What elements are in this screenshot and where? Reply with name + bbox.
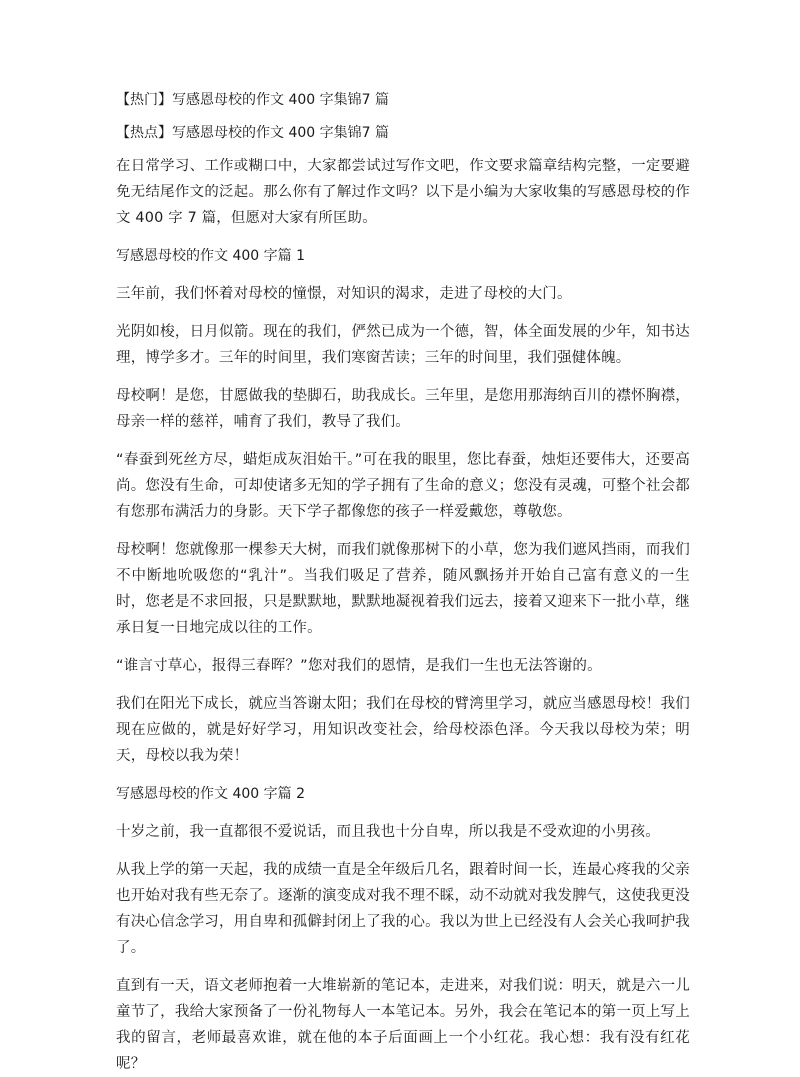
section-1-paragraph: 母校啊！是您，甘愿做我的垫脚石，助我成长。三年里，是您用那海纳百川的襟怀胸襟，母亲一样的慈祥，哺育了我们，教导了我们。 — [116, 388, 690, 430]
section-1-paragraph: 三年前，我们怀着对母校的憧憬，对知识的渴求，走进了母校的大门。 — [116, 286, 572, 302]
document-title-hot: 【热门】写感恩母校的作文 400 字集锦7 篇 — [116, 92, 389, 108]
section-1-paragraph: 母校啊！您就像那一棵参天大树，而我们就像那树下的小草，您为我们遮风挡雨，而我们不中断地吮吸您的“乳汁”。当我们吸足了营养，随风飘扬并开始自己富有意义的一生时，您老是不求回报，只是默默地，默默地凝视着我们远去，接着又迎来下一批小草，继承日复一日地完成以往的工作。 — [116, 542, 690, 636]
section-1-paragraph: “谁言寸草心，报得三春晖？”您对我们的恩情，是我们一生也无法答谢的。 — [116, 658, 602, 674]
document-title-trending: 【热点】写感恩母校的作文 400 字集锦7 篇 — [116, 125, 389, 141]
section-2-heading: 写感恩母校的作文 400 字篇 2 — [116, 786, 305, 802]
section-2-paragraph: 直到有一天，语文老师抱着一大堆崭新的笔记本，走进来，对我们说：明天，就是六一儿童节了，我给大家预备了一份礼物每人一本笔记本。另外，我会在笔记本的第一页上写上我的留言，老师最喜欢谁，就在他的本子后面画上一个小红花。我心想：我有没有红花呢？ — [116, 978, 690, 1072]
section-1-paragraph: “春蚕到死丝方尽，蜡炬成灰泪始干。”可在我的眼里，您比春蚕，烛炬还要伟大，还要高尚。您没有生命，可却使诸多无知的学子拥有了生命的意义；您没有灵魂，可整个社会都有您那布满活力的身影。天下学子都像您的孩子一样爱戴您，尊敬您。 — [116, 452, 690, 520]
section-1-heading: 写感恩母校的作文 400 字篇 1 — [116, 248, 305, 264]
section-2-paragraph: 从我上学的第一天起，我的成绩一直是全年级后几名，跟着时间一长，连最心疼我的父亲也开始对我有些无奈了。逐渐的演变成对我不理不睬，动不动就对我发脾气，这使我更没有决心信念学习，用自卑和孤僻封闭上了我的心。我以为世上已经没有人会关心我呵护我了。 — [116, 862, 690, 956]
section-1-paragraph: 我们在阳光下成长，就应当答谢太阳；我们在母校的臂湾里学习，就应当感恩母校！我们现在应做的，就是好好学习，用知识改变社会，给母校添色泽。今天我以母校为荣；明天，母校以我为荣！ — [116, 696, 690, 764]
section-1-paragraph: 光阴如梭，日月似箭。现在的我们，俨然已成为一个德，智，体全面发展的少年，知书达理，博学多才。三年的时间里，我们寒窗苦读；三年的时间里，我们强健体魄。 — [116, 324, 690, 366]
intro-paragraph: 在日常学习、工作或糊口中，大家都尝试过写作文吧，作文要求篇章结构完整，一定要避免无结尾作文的泛起。那么你有了解过作文吗？以下是小编为大家收集的写感恩母校的作文 400 字 7 篇，但愿对大家有所匡助。 — [116, 158, 690, 226]
section-2-paragraph: 十岁之前，我一直都很不爱说话，而且我也十分自卑，所以我是不受欢迎的小男孩。 — [116, 824, 660, 840]
